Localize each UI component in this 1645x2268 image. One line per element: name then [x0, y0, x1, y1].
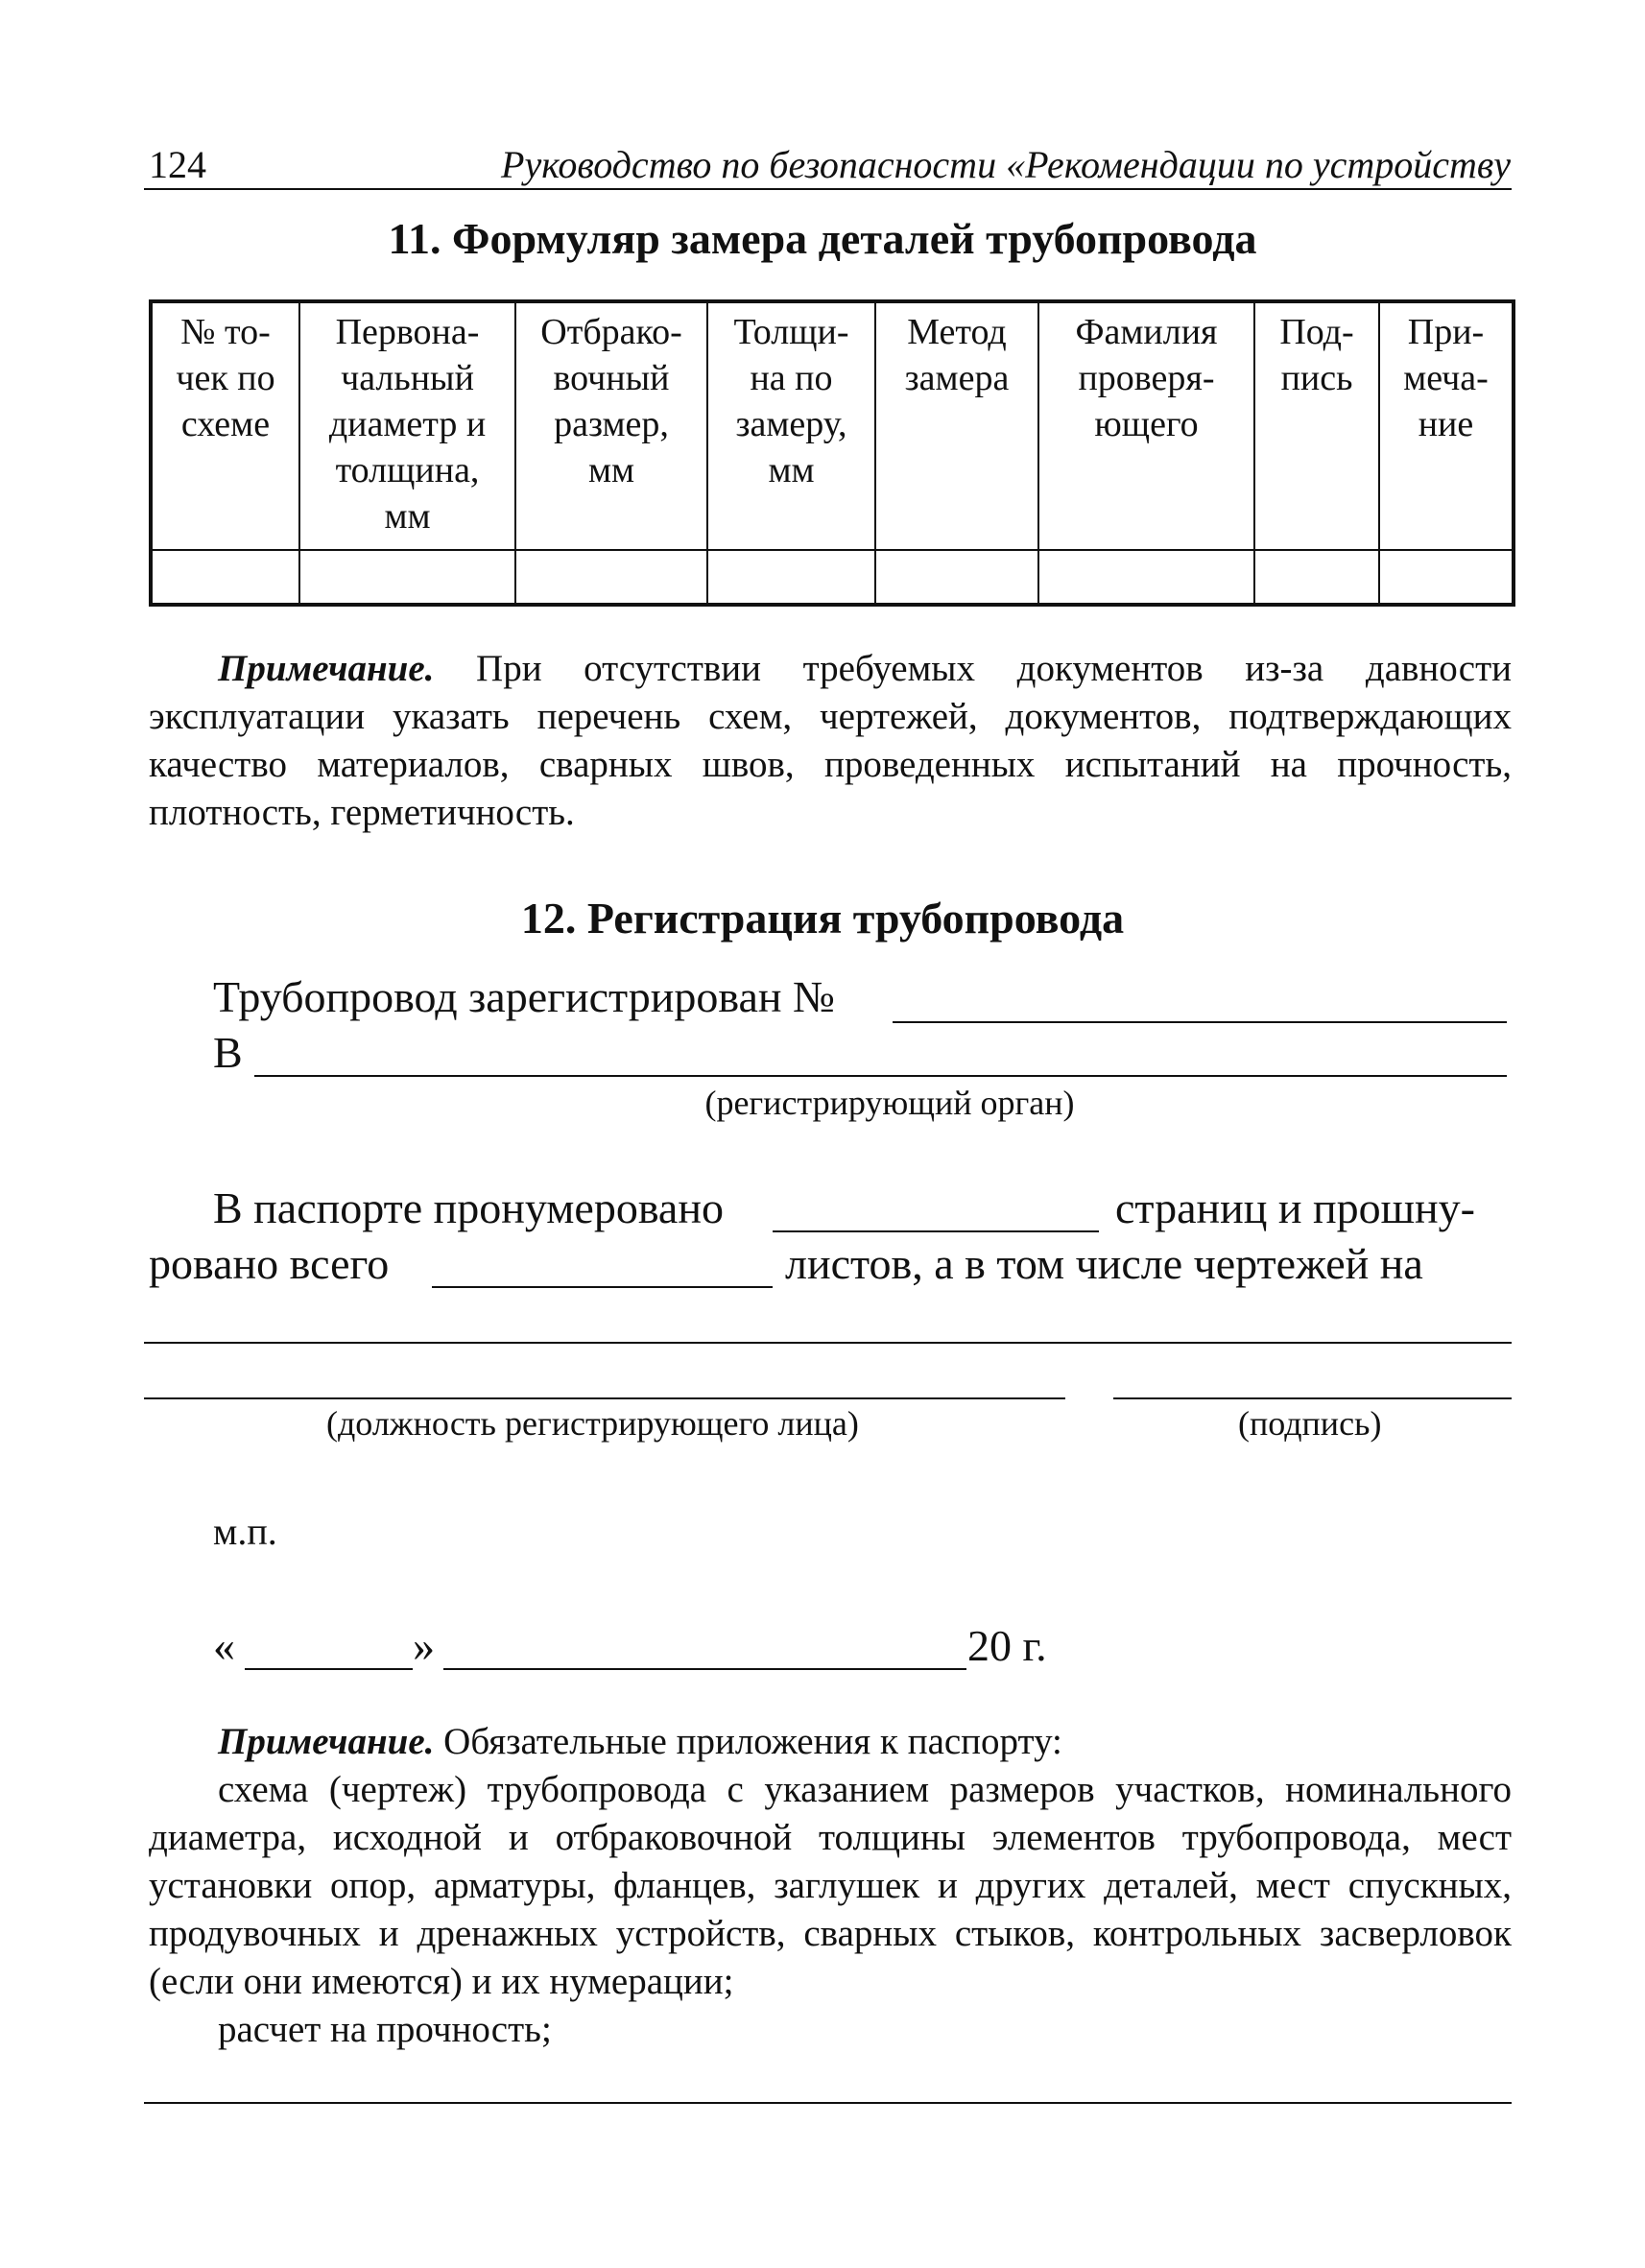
date-open-quote: «: [213, 1621, 235, 1670]
note-label: Примечание.: [218, 648, 435, 689]
drawings-count-line[interactable]: [144, 1342, 1512, 1344]
pages-label: страниц и прошну-: [1115, 1183, 1475, 1232]
in-label: В: [213, 1028, 243, 1077]
note-intro: Обязательные приложения к паспорту:: [434, 1721, 1062, 1762]
section-12-note: [149, 1718, 1512, 2054]
table-cell[interactable]: [1254, 550, 1379, 605]
table-row: [151, 550, 1514, 605]
date-month-line[interactable]: [443, 1668, 966, 1670]
table-cell[interactable]: [707, 550, 875, 605]
bottom-rule: [144, 2102, 1512, 2104]
date-year: 20 г.: [967, 1621, 1047, 1670]
running-title: Руководство по безопасности «Рекомендации по устройству: [501, 143, 1511, 186]
date-close-quote: »: [413, 1621, 435, 1670]
authority-caption: (регистрирующий орган): [704, 1084, 1075, 1122]
note-item-strength: расчет на прочность;: [218, 2009, 552, 2050]
table-header-row: [151, 301, 1514, 550]
registration-number-line[interactable]: [893, 1021, 1507, 1023]
table-cell[interactable]: [515, 550, 707, 605]
sheets-count-line[interactable]: [432, 1286, 773, 1288]
column-header: При- меча- ние: [1379, 301, 1514, 550]
column-header: Метод замера: [875, 301, 1038, 550]
measurement-form-table: [149, 299, 1515, 607]
column-header: Первона- чальный диаметр и толщина, мм: [299, 301, 515, 550]
authority-line[interactable]: [254, 1075, 1507, 1077]
page-number: 124: [149, 143, 206, 186]
note-text: При отсутствии требуемых документов из-за давности эксплуатации указать перечень схем, чертежей, документов, подтверждающих качество материалов, сварных швов, проведенных испытаний на прочность, плотность, герметичность.: [149, 648, 1512, 833]
pages-numbered-label: В паспорте пронумеровано: [213, 1183, 724, 1232]
column-header: Отбрако- вочный размер, мм: [515, 301, 707, 550]
section-12-title: 12. Регистрация трубопровода: [520, 894, 1125, 943]
note-item-scheme: схема (чертеж) трубопровода с указанием размеров участков, номинального диаметра, исходной и отбраковочной толщины элементов трубопровода, мест установки опор, арматуры, фланцев, заглушек и других деталей, мест спускных, продувочных и дренажных устройств, сварных стыков, контрольных засверловок (если они имеются) и их нумерации;: [149, 1769, 1512, 2002]
table-cell[interactable]: [1038, 550, 1254, 605]
column-header: Толщи- на по замеру, мм: [707, 301, 875, 550]
position-line[interactable]: [144, 1397, 1065, 1399]
drawings-label: листов, а в том числе чертежей на: [785, 1239, 1423, 1288]
section-11-note: [149, 645, 1512, 837]
note-label: Примечание.: [218, 1721, 435, 1762]
position-caption: (должность регистрирующего лица): [326, 1404, 859, 1443]
registered-label: Трубопровод зарегистрирован №: [213, 972, 835, 1021]
pages-count-line[interactable]: [773, 1230, 1099, 1232]
stamp-place: м.п.: [213, 1510, 277, 1553]
signature-line[interactable]: [1113, 1397, 1512, 1399]
signature-caption: (подпись): [1238, 1404, 1382, 1443]
section-11-title: 11. Формуляр замера деталей трубопровода: [388, 214, 1257, 263]
table-cell[interactable]: [299, 550, 515, 605]
table-cell[interactable]: [1379, 550, 1514, 605]
column-header: № то- чек по схеме: [151, 301, 299, 550]
sheets-total-label: ровано всего: [149, 1239, 390, 1288]
table-cell[interactable]: [875, 550, 1038, 605]
column-header: Фамилия проверя- ющего: [1038, 301, 1254, 550]
header-rule: [144, 188, 1512, 190]
table-cell[interactable]: [151, 550, 299, 605]
date-day-line[interactable]: [245, 1668, 413, 1670]
column-header: Под- пись: [1254, 301, 1379, 550]
